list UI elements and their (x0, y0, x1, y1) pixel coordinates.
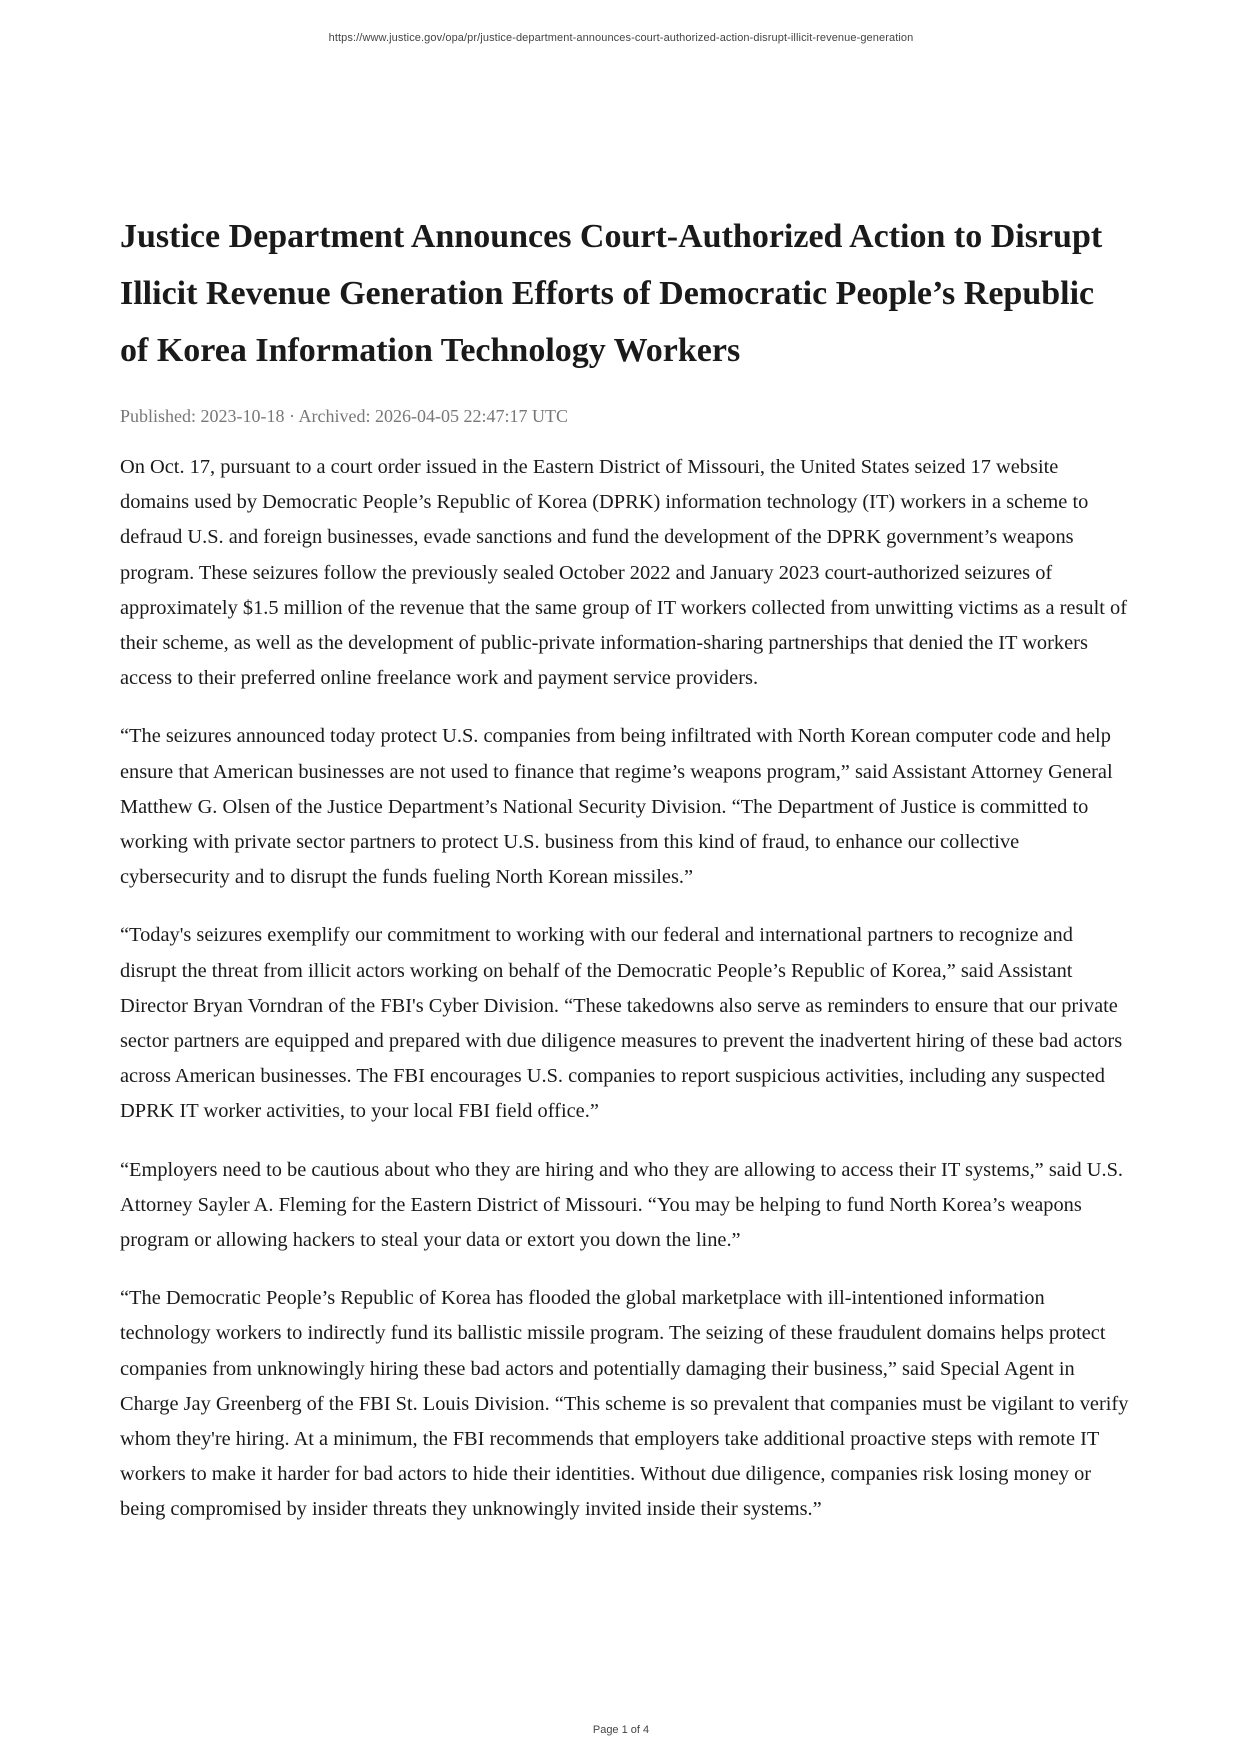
article-paragraph: “Employers need to be cautious about who they are hiring and who they are allowing to access their IT systems,” said U.S. Attorney Sayler A. Fleming for the Eastern District of Missouri. “You may be helping to fund North Korea’s weapons program or allowing hackers to steal your data or extort you down the line.” (120, 1158, 1124, 1252)
page-number: Page 1 of 4 (592, 1724, 650, 1736)
article-body (120, 450, 1130, 1528)
article-paragraph: “The Democratic People’s Republic of Korea has flooded the global marketplace with ill-intentioned information technology workers to indirectly fund its ballistic missile program. The seizing of these fraudulent domains helps protect companies from unknowingly hiring these bad actors and potentially damaging their business,” said Special Agent in Charge Jay Greenberg of the FBI St. Louis Division. “This scheme is so prevalent that companies must be vigilant to verify whom they're hiring. At a minimum, the FBI recommends that employers take additional proactive steps with remote IT workers to make it harder for bad actors to hide their identities. Without due diligence, companies risk losing money or being compromised by insider threats they unknowingly invited inside their systems.” (120, 1287, 1129, 1521)
article-title: Justice Department Announces Court-Authorized Action to Disrupt Illicit Revenue Generation Efforts of Democratic People’s Republic of Korea Information Technology Workers (120, 218, 1103, 369)
article-paragraph: “Today's seizures exemplify our commitment to working with our federal and international partners to recognize and disrupt the threat from illicit actors working on behalf of the Democratic People’s Republic of Korea,” said Assistant Director Bryan Vorndran of the FBI's Cyber Division. “These takedowns also serve as reminders to ensure that our private sector partners are equipped and prepared with due diligence measures to prevent the inadvertent hiring of these bad actors across American businesses. The FBI encourages U.S. companies to report suspicious activities, including any suspected DPRK IT worker activities, to your local FBI field office.” (120, 924, 1123, 1123)
publication-meta: Published: 2023-10-18 · Archived: 2026-04-05 22:47:17 UTC (120, 406, 568, 426)
article-paragraph: On Oct. 17, pursuant to a court order issued in the Eastern District of Missouri, the United States seized 17 website domains used by Democratic People’s Republic of Korea (DPRK) information technology (IT) workers in a scheme to defraud U.S. and foreign businesses, evade sanctions and fund the development of the DPRK government’s weapons program. These seizures follow the previously sealed October 2022 and January 2023 court-authorized seizures of approximately $1.5 million of the revenue that the same group of IT workers collected from unwitting victims as a result of their scheme, as well as the development of public-private information-sharing partnerships that denied the IT workers access to their preferred online freelance work and payment service providers. (120, 456, 1127, 690)
page-url-header: https://www.justice.gov/opa/pr/justice-department-announces-court-authorized-action-disrupt-illicit-revenue-generation (328, 32, 914, 44)
article-paragraph: “The seizures announced today protect U.S. companies from being infiltrated with North Korean computer code and help ensure that American businesses are not used to finance that regime’s weapons program,” said Assistant Attorney General Matthew G. Olsen of the Justice Department’s National Security Division. “The Department of Justice is committed to working with private sector partners to protect U.S. business from this kind of fraud, to enhance our collective cybersecurity and to disrupt the funds fueling North Korean missiles.” (120, 725, 1113, 889)
article (120, 208, 1130, 1551)
